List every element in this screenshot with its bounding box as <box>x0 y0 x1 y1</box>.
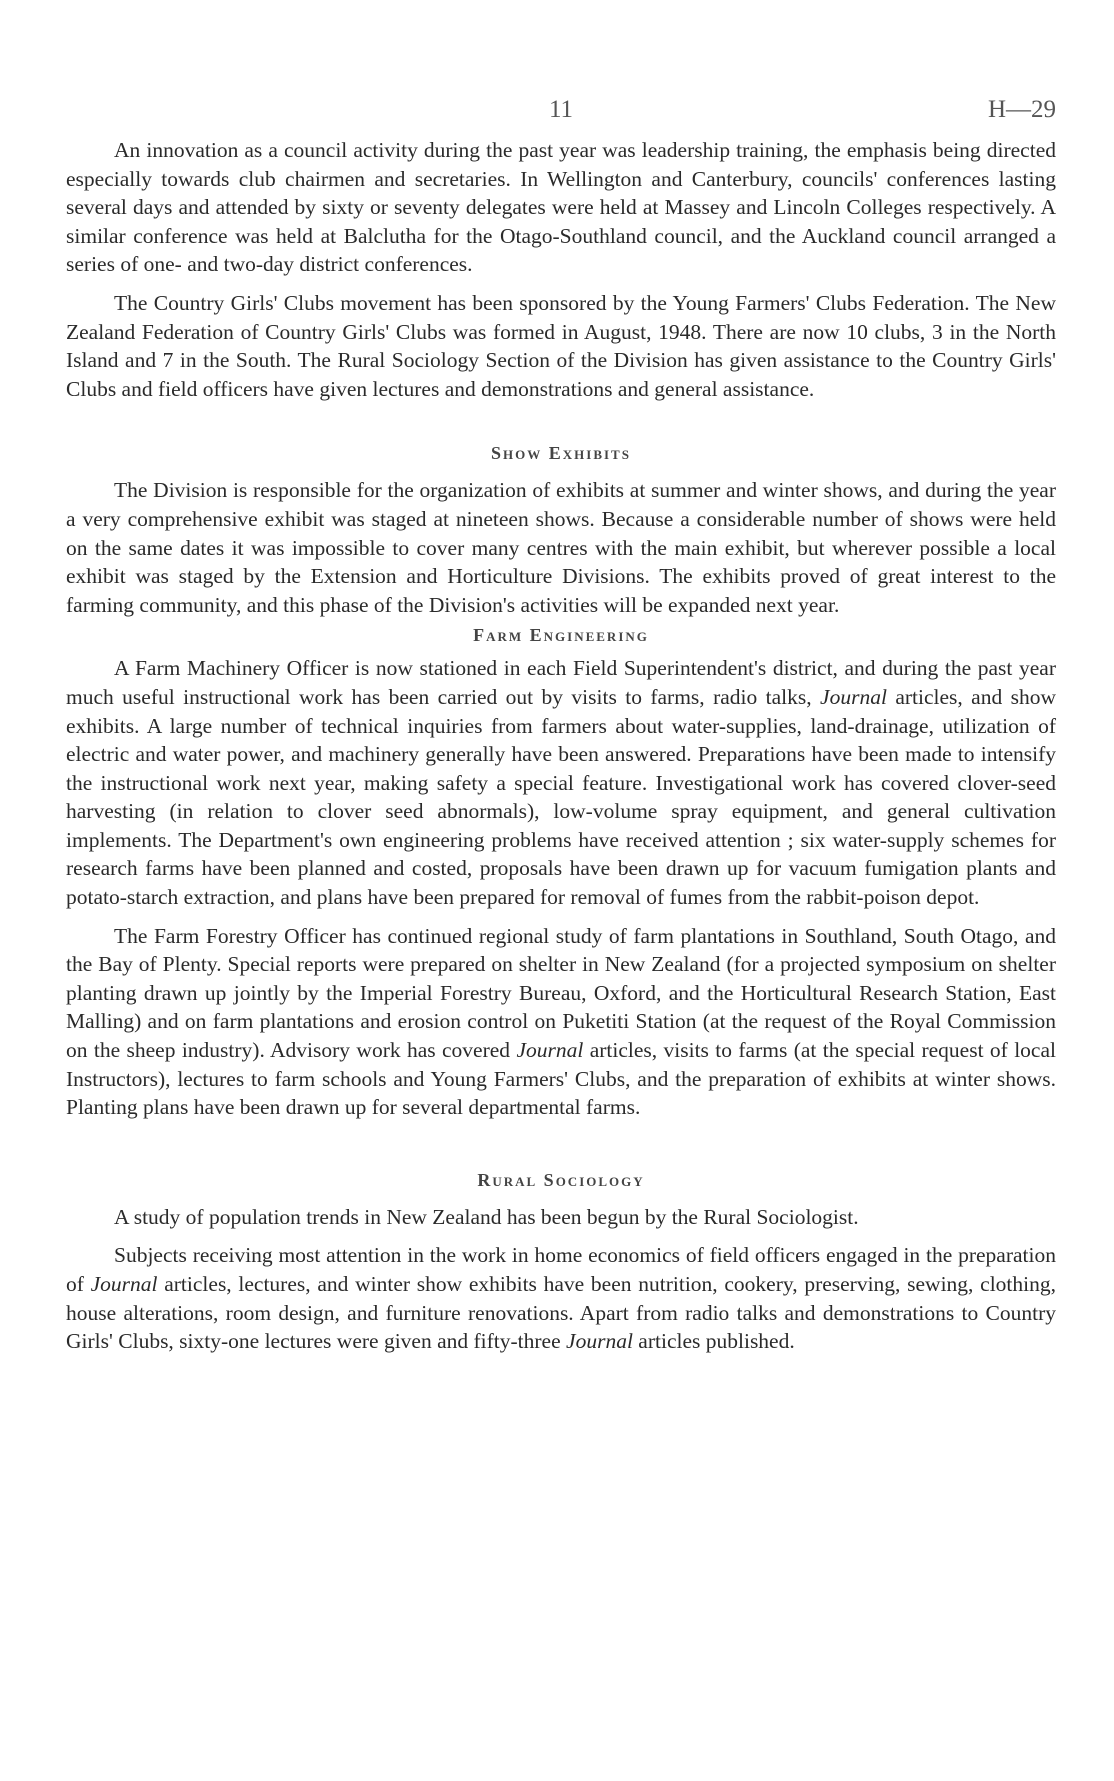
page-header <box>66 96 1056 136</box>
text-segment: A Farm Machinery Officer is now stationed in each Field Superintendent's district, and during the past year much useful instructional work has been carried out by visits to farms, radio talks, <box>66 656 1056 709</box>
paragraph-country-girls-clubs: The Country Girls' Clubs movement has been sponsored by the Young Farmers' Clubs Federation. The New Zealand Federation of Country Girls' Clubs was formed in August, 1948. There are now 10 clubs, 3 in the North Island and 7 in the South. The Rural Sociology Section of the Division has given assistance to the Country Girls' Clubs and field officers have given lectures and demonstrations and general assistance. <box>66 290 1056 401</box>
paragraph-farm-machinery <box>66 654 1056 911</box>
journal-title: Journal <box>90 1272 158 1296</box>
section-heading-rural-sociology: Rural Sociology <box>477 1169 645 1190</box>
text-segment: articles published. <box>632 1329 795 1354</box>
page-number: 11 <box>548 96 574 123</box>
text-segment: articles, visits to farms (at the special request of local Instructors), lectures to farm schools and Young Farmers' Clubs, and the preparation of exhibits at winter shows. Planting plans have been drawn up for several departmental farms. <box>66 1038 1056 1120</box>
text-segment: articles, and show exhibits. A large number of technical inquiries from farmers about water-supplies, land-drainage, utilization of electric and water power, and machinery generally have been answered. Preparations have been made to intensify the instructional work next year, making safety a special feature. Investigational work has covered clover-seed harvesting (in relation to clover seed abnormals), low-volume spray equipment, and general cultivation implements. The Department's own engineering problems have received attention ; six water-supply schemes for research farms have been planned and costed, proposals have been drawn up for vacuum fumigation plants and potato-starch extraction, and plans have been prepared for removal of fumes from the rabbit-poison depot. <box>66 684 1056 910</box>
paragraph-population-study: A study of population trends in New Zealand has been begun by the Rural Sociologist. <box>114 1204 859 1229</box>
text-segment: The Farm Forestry Officer has continued regional study of farm plantations in Southland, South Otago, and the Bay of Plenty. Special reports were prepared on shelter in New Zealand (for a projected symposium on shelter planting drawn up jointly by the Imperial Forestry Bureau, Oxford, and the Horticultural Research Station, East Malling) and on farm plantations and erosion control on Puketiti Station (at the request of the Royal Commission on the sheep industry). Advisory work has covered <box>66 923 1056 1063</box>
paragraph-show-exhibits: The Division is responsible for the organization of exhibits at summer and winter shows, and during the year a very comprehensive exhibit was staged at nineteen shows. Because a considerable number of shows were held on the same dates it was impossible to cover many centres with the main exhibit, but wherever possible a local exhibit was staged by the Extension and Horticulture Divisions. The exhibits proved of great interest to the farming community, and this phase of the Division's activities will be expanded next year. <box>66 478 1056 617</box>
paragraph-leadership-training: An innovation as a council activity during the past year was leadership training, the emphasis being directed especially towards club chairmen and secretaries. In Wellington and Canterbury, councils' conferences lasting several days and attended by sixty or seventy delegates were held at Massey and Lincoln Colleges respectively. A similar conference was held at Balclutha for the Otago-Southland council, and the Auckland council arranged a series of one- and two-day district conferences. <box>66 138 1056 277</box>
document-code: H—29 <box>987 96 1056 123</box>
paragraph-farm-forestry <box>66 922 1056 1122</box>
section-heading-show-exhibits: Show Exhibits <box>491 443 631 464</box>
section-heading-farm-engineering: Farm Engineering <box>473 625 649 646</box>
paragraph-home-economics <box>66 1241 1056 1355</box>
text-segment: articles, lectures, and winter show exhibits have been nutrition, cookery, preserving, sewing, clothing, house alterations, room design, and furniture renovations. Apart from radio talks and demonstrations to Country Girls' Clubs, sixty-one lectures were given and fifty-three <box>66 1272 1056 1354</box>
text-segment: Subjects receiving most attention in the work in home economics of field officers engaged in the preparation of <box>66 1243 1056 1296</box>
journal-title: Journal <box>820 684 887 709</box>
journal-title: Journal <box>566 1329 633 1354</box>
journal-title: Journal <box>516 1038 584 1063</box>
document-page <box>66 96 1056 1356</box>
